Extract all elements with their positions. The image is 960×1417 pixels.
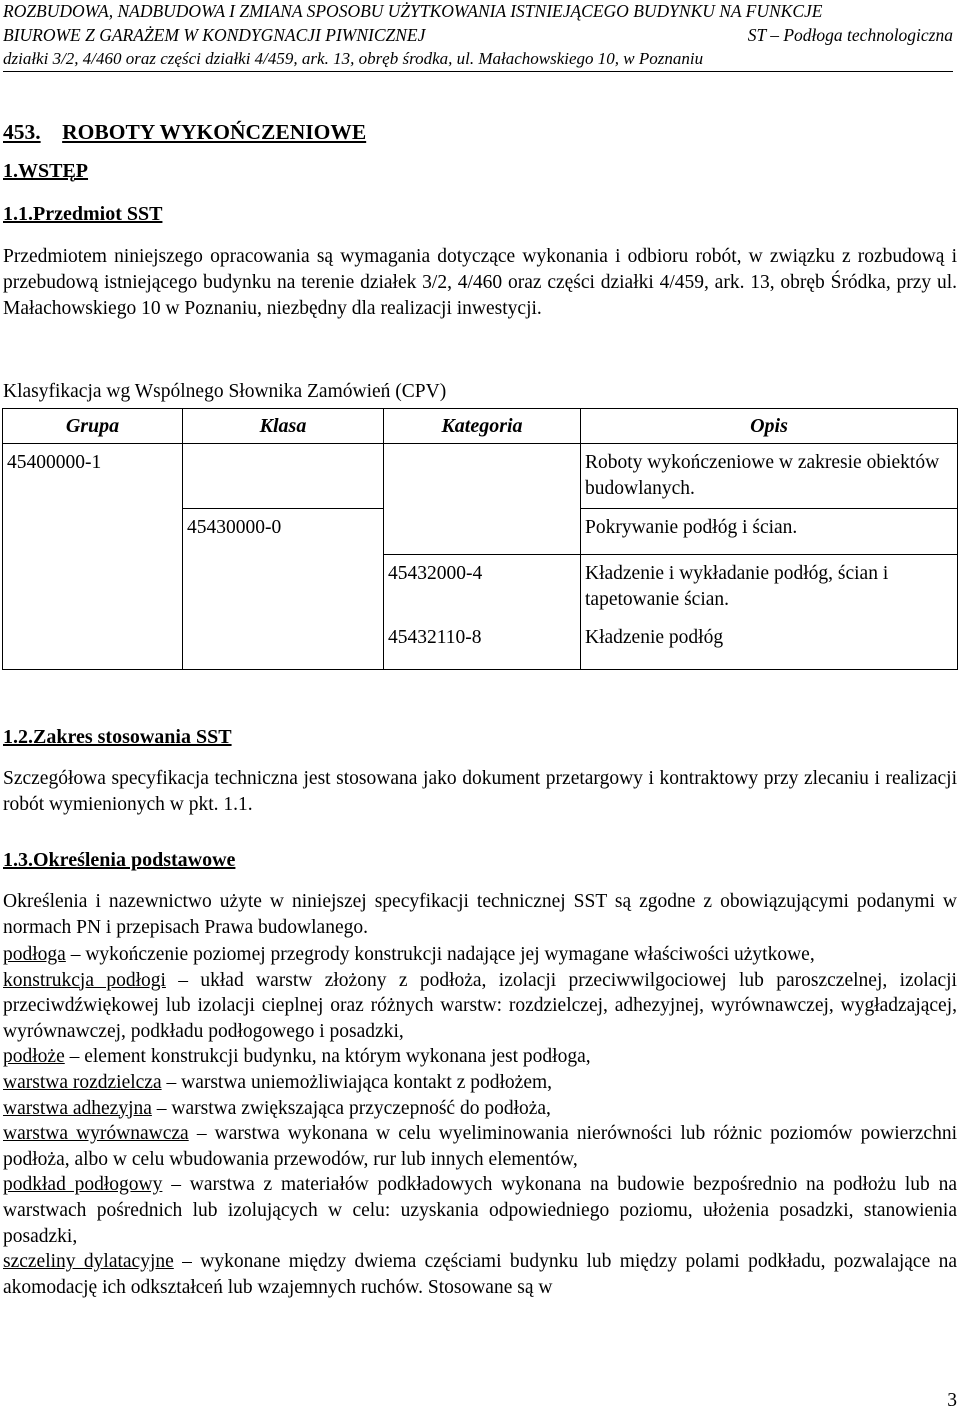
- definition-term: podkład podłogowy: [3, 1174, 163, 1196]
- definition-item: [3, 1044, 957, 1070]
- okreslenia-intro: Określenia i nazewnictwo użyte w niniejszej specyfikacji technicznej SST są zgodne z obowiązującymi podanymi w normach PN i przepisach Prawa budowlanego.: [3, 891, 957, 938]
- header-spec-name: ST – Podłoga technologiczna: [747, 24, 953, 45]
- cell-kategoria: 45432110-8: [384, 619, 581, 670]
- definition-text: – warstwa zwiększająca przyczepność do podłoża,: [151, 1097, 551, 1119]
- section-title: ROBOTY WYKOŃCZENIOWE: [62, 120, 367, 144]
- cell-klasa: [183, 619, 384, 670]
- heading-wstep: 1.WSTĘP: [3, 160, 89, 182]
- cell-kategoria: [384, 444, 581, 509]
- header-line-3: działki 3/2, 4/460 oraz części działki 4/459, ark. 13, obręb środka, ul. Małachowskiego 10, w Poznaniu: [3, 49, 704, 68]
- table-row: [3, 444, 958, 509]
- definition-term: warstwa wyrównawcza: [3, 1123, 189, 1145]
- cpv-header-row: [3, 409, 958, 444]
- definition-item: [3, 1121, 957, 1172]
- cpv-header-opis: Opis: [581, 409, 958, 444]
- cell-kategoria: 45432000-4: [384, 555, 581, 620]
- cpv-header-grupa: Grupa: [3, 409, 183, 444]
- definition-item: [3, 1070, 957, 1096]
- cell-opis: Kładzenie i wykładanie podłóg, ścian i tapetowanie ścian.: [581, 555, 958, 620]
- definition-term: szczeliny dylatacyjne: [3, 1251, 174, 1273]
- cell-grupa: [3, 509, 183, 555]
- definition-term: podłoga: [3, 944, 66, 965]
- definitions-list: [3, 942, 957, 1300]
- cpv-table: [2, 408, 958, 670]
- header-line-2-left: BIUROWE Z GARAŻEM W KONDYGNACJI PIWNICZNEJ: [3, 24, 426, 45]
- zakres-paragraph: Szczegółowa specyfikacja techniczna jest stosowana jako dokument przetargowy i kontraktowy przy zlecaniu i realizacji robót wymienionych w pkt. 1.1.: [3, 768, 957, 815]
- definition-item: [3, 1172, 957, 1249]
- cell-klasa: [183, 444, 384, 509]
- section-number: 453.: [3, 120, 41, 144]
- definition-text: – element konstrukcji budynku, na którym wykonana jest podłoga,: [64, 1046, 591, 1068]
- definition-term: warstwa rozdzielcza: [3, 1071, 162, 1093]
- cell-grupa: 45400000-1: [3, 444, 183, 509]
- heading-przedmiot: 1.1.Przedmiot SST: [3, 203, 163, 225]
- table-row: [3, 555, 958, 620]
- definition-item: [3, 1249, 957, 1300]
- definition-term: konstrukcja podłogi: [3, 969, 166, 991]
- header-line-2: [3, 24, 953, 48]
- page-number: 3: [947, 1390, 957, 1411]
- heading-zakres: 1.2.Zakres stosowania SST: [3, 726, 232, 748]
- definition-text: – układ warstw złożony z podłoża, izolacji przeciwwilgociowej lub paroszczelnej, izolacji przeciwdźwiękowej lub izolacji cieplnej oraz różnych warstw: rozdzielczej, adhezyjnej, wyrównawczej, wygładzającej, wyrównawczej, podkładu podłogowego i posadzki,: [3, 969, 957, 1042]
- cpv-header-kategoria: Kategoria: [384, 409, 581, 444]
- definition-text: – wykończenie poziomej przegrody konstrukcji nadające jej wymagane właściwości użytkowe,: [65, 944, 815, 965]
- definition-text: – warstwa z materiałów podkładowych wykonana na budowie bezpośrednio na podłożu lub na warstwach pośrednich lub izolujących w celu: uzyskania odpowiedniego poziomu, ułożenia posadzki, stanowienia posadzki,: [3, 1174, 958, 1247]
- cell-klasa: 45430000-0: [183, 509, 384, 555]
- definition-item: [3, 1096, 957, 1122]
- cell-klasa: [183, 555, 384, 620]
- table-row: [3, 509, 958, 555]
- cpv-header-klasa: Klasa: [183, 409, 384, 444]
- section-heading-main: [3, 120, 366, 145]
- definition-term: warstwa adhezyjna: [3, 1097, 152, 1119]
- cell-grupa: [3, 619, 183, 670]
- cpv-label: Klasyfikacja wg Wspólnego Słownika Zamówień (CPV): [3, 381, 447, 402]
- definition-text: – wykonane między dwiema częściami budynku lub między polami podkładu, pozwalające na akomodację ich odkształceń lub wzajemnych ruchów. Stosowane są w: [3, 1251, 958, 1298]
- definition-text: – warstwa wykonana w celu wyeliminowania nierówności lub różnic poziomów powierzchni podłoża, albo w celu wbudowania przewodów, rur lub innych elementów,: [3, 1123, 957, 1170]
- cell-grupa: [3, 555, 183, 620]
- definition-item: [3, 942, 957, 968]
- cell-opis: Pokrywanie podłóg i ścian.: [581, 509, 958, 555]
- definition-term: podłoże: [3, 1046, 65, 1068]
- przedmiot-paragraph: Przedmiotem niniejszego opracowania są wymagania dotyczące wykonania i odbioru robót, w związku z rozbudową i przebudową istniejącego budynku na terenie działek 3/2, 4/460 oraz części działki 4/459, ark. 13, obręb Śródka, przy ul. Małachowskiego 10 w Poznaniu, niezbędny dla realizacji inwestycji.: [3, 246, 957, 319]
- cell-opis: Roboty wykończeniowe w zakresie obiektów budowlanych.: [581, 444, 958, 509]
- table-row: [3, 619, 958, 670]
- heading-okreslenia: 1.3.Określenia podstawowe: [3, 849, 236, 871]
- header-line-1: ROZBUDOWA, NADBUDOWA I ZMIANA SPOSOBU UŻYTKOWANIA ISTNIEJĄCEGO BUDYNKU NA FUNKCJE: [3, 1, 823, 21]
- cell-kategoria: [384, 509, 581, 555]
- definition-item: [3, 968, 957, 1045]
- definition-text: – warstwa uniemożliwiająca kontakt z podłożem,: [161, 1071, 553, 1093]
- page-header: [3, 0, 953, 72]
- cell-opis: Kładzenie podłóg: [581, 619, 958, 670]
